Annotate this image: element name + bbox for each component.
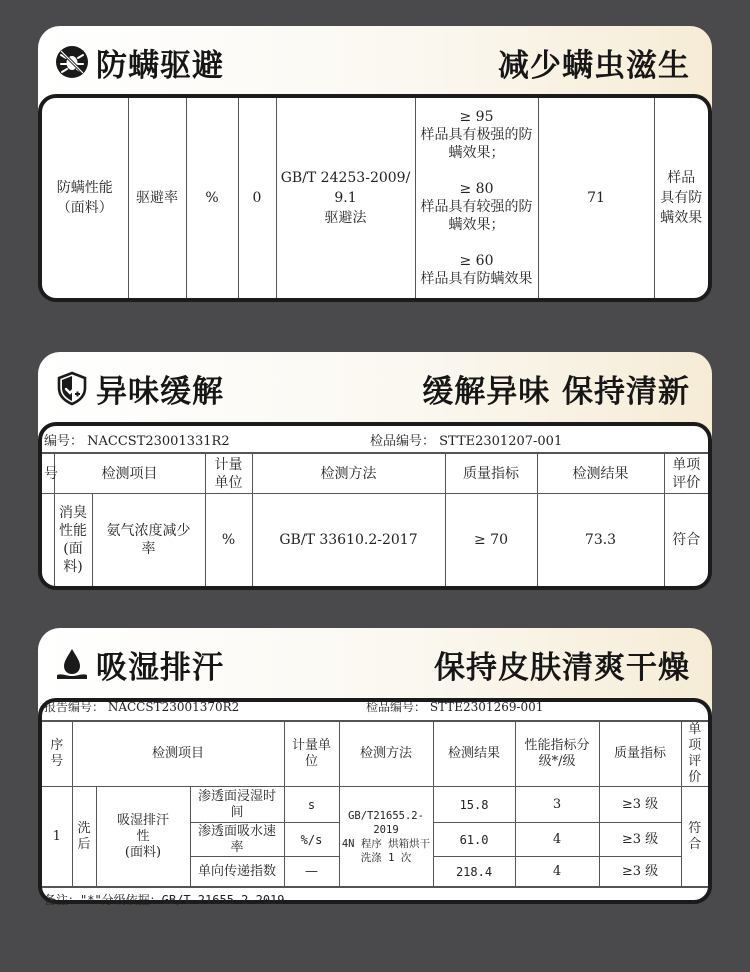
header-cell: 检测项目 bbox=[72, 722, 284, 787]
section-slogan: 减少螨虫滋生 bbox=[498, 47, 690, 84]
header-cell: 检测结果 bbox=[433, 722, 515, 787]
header-cell: 序号 bbox=[42, 722, 72, 787]
header-cell: 检测方法 bbox=[339, 722, 433, 787]
shield-deodorize-icon bbox=[54, 370, 90, 406]
unit-cell: — bbox=[284, 857, 339, 887]
header-cell: 检测方法 bbox=[252, 454, 445, 494]
table-row bbox=[42, 787, 708, 823]
section-slogan: 保持皮肤清爽干燥 bbox=[434, 649, 690, 686]
evaluation-cell: 符合 bbox=[681, 787, 708, 887]
sample-number: 检品编号： STTE2301269-001 bbox=[366, 700, 544, 714]
evaluation-cell: 样品 具有防 螨效果 bbox=[654, 98, 708, 298]
odor-test-table bbox=[42, 453, 708, 586]
criteria-cell: ≥3 级 bbox=[599, 857, 681, 887]
section-title: 吸湿排汗 bbox=[96, 649, 224, 686]
zero-cell: 0 bbox=[238, 98, 276, 298]
method-cell: GB/T 24253-2009/ 9.1 驱避法 bbox=[276, 98, 415, 298]
result-cell: 71 bbox=[538, 98, 654, 298]
test-item-cell: 渗透面浸湿时 间 bbox=[190, 787, 284, 823]
test-item-cell: 单向传递指数 bbox=[190, 857, 284, 887]
grade-cell: 3 bbox=[515, 787, 599, 823]
index-cell: 1 bbox=[42, 787, 72, 887]
odor-relief-card bbox=[38, 352, 712, 590]
header-cell: 计量单 位 bbox=[284, 722, 339, 787]
test-item-cell: 渗透面吸水速 率 bbox=[190, 823, 284, 857]
grade-cell: 4 bbox=[515, 823, 599, 857]
header-cell: 单项 评价 bbox=[664, 454, 708, 494]
unit-cell: s bbox=[284, 787, 339, 823]
header-cell: 质量指标 bbox=[445, 454, 537, 494]
report-meta bbox=[42, 426, 708, 453]
category-cell: 消臭 性能 (面料) bbox=[54, 494, 92, 586]
report-frame bbox=[38, 94, 712, 302]
report-number: 编号： NACCST23001331R2 bbox=[44, 433, 230, 449]
table-row bbox=[42, 494, 708, 586]
test-item-cell: 氨气浓度减少 率 bbox=[92, 494, 205, 586]
moisture-test-table bbox=[42, 721, 708, 887]
header-cell: 检测项目 bbox=[54, 454, 205, 494]
criteria-cell: ≥3 级 bbox=[599, 823, 681, 857]
grade-cell: 4 bbox=[515, 857, 599, 887]
header-cell: 质量指标 bbox=[599, 722, 681, 787]
section-title: 防螨驱避 bbox=[96, 47, 224, 84]
moisture-wicking-card bbox=[38, 628, 712, 907]
report-frame bbox=[38, 422, 712, 590]
table-row bbox=[42, 98, 708, 298]
evaluation-cell: 符合 bbox=[664, 494, 708, 586]
report-frame bbox=[38, 698, 712, 907]
table-header-row bbox=[42, 454, 708, 494]
card-header bbox=[38, 26, 712, 98]
report-number: 报告编号： NACCST23001370R2 bbox=[44, 700, 240, 714]
index-cell bbox=[42, 494, 54, 586]
sample-number: 检品编号： STTE2301207-001 bbox=[370, 433, 563, 449]
test-item-cell: 防螨性能 （面料） bbox=[42, 98, 128, 298]
card-header bbox=[38, 628, 712, 700]
no-mite-icon bbox=[54, 44, 90, 80]
wash-cell: 洗 后 bbox=[72, 787, 96, 887]
method-cell: GB/T21655.2-2019 4N 程序 烘箱烘干 洗涤 1 次 bbox=[339, 787, 433, 887]
mite-test-table bbox=[42, 98, 708, 298]
mite-repellent-card bbox=[38, 26, 712, 302]
criteria-cell: ≥ 70 bbox=[445, 494, 537, 586]
test-param-cell: 驱避率 bbox=[128, 98, 186, 298]
result-cell: 61.0 bbox=[433, 823, 515, 857]
result-cell: 73.3 bbox=[537, 494, 664, 586]
criteria-cell: ≥ 95 样品具有极强的防 螨效果； ≥ 80 样品具有较强的防 螨效果； ≥ 60 样品具有防螨效果 bbox=[415, 98, 538, 298]
table-note: 备注："*"分级依据：GB/T 21655.2-2019 bbox=[42, 887, 708, 910]
unit-cell: % bbox=[186, 98, 238, 298]
header-cell: 号 bbox=[42, 454, 54, 494]
method-cell: GB/T 33610.2-2017 bbox=[252, 494, 445, 586]
header-cell: 检测结果 bbox=[537, 454, 664, 494]
table-header-row bbox=[42, 722, 708, 787]
water-drop-hand-icon bbox=[54, 646, 90, 682]
unit-cell: %/s bbox=[284, 823, 339, 857]
section-slogan: 缓解异味 保持清新 bbox=[422, 373, 690, 410]
unit-cell: % bbox=[205, 494, 252, 586]
criteria-cell: ≥3 级 bbox=[599, 787, 681, 823]
result-cell: 15.8 bbox=[433, 787, 515, 823]
group-cell: 吸湿排汗 性 (面料) bbox=[96, 787, 190, 887]
report-meta bbox=[42, 702, 708, 721]
card-header bbox=[38, 352, 712, 424]
header-cell: 性能指标分 级*/级 bbox=[515, 722, 599, 787]
result-cell: 218.4 bbox=[433, 857, 515, 887]
header-cell: 计量 单位 bbox=[205, 454, 252, 494]
header-cell: 单项评价 bbox=[681, 722, 708, 787]
section-title: 异味缓解 bbox=[96, 373, 224, 410]
